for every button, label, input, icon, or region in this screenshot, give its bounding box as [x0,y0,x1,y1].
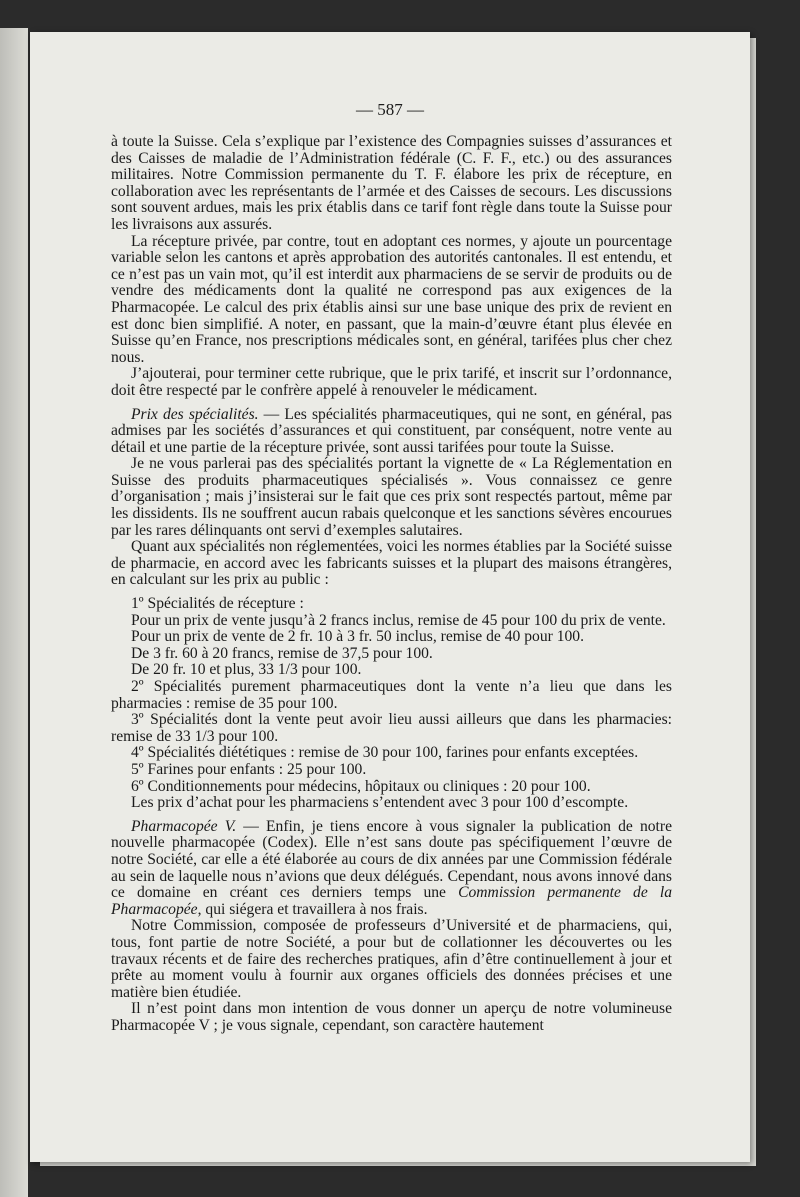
paragraph-2: La récepture privée, par contre, tout en adoptant ces normes, y ajoute un pourcentage variable selon les cantons et après approbation des autorités cantonales. Il est entendu, et ce n’est pas un vain mot, qu’il est interdit aux pharmaciens de se servir de produits ou de vendre des médicaments dont la qualité ne correspond pas aux exigences de la Pharmacopée. Le calcul des prix établis ainsi sur une base unique des prix de revient en est donc bien simplifié. A noter, en passant, que la main-d’œuvre étant plus élevée en Suisse qu’en France, nos prescriptions médicales sont, en général, tarifées plus cher chez nous. [111,232,672,366]
paragraph-5: Je ne vous parlerai pas des spécialités portant la vignette de « La Réglementation en Suisse des produits pharmaceutiques spécialisés ». Vous connaissez ce genre d’organisation ; mais j’insisterai sur le fait que ces prix sont respectés partout, même par les dissidents. Ils ne souffrent aucun rabais quelconque et les sanctions sévères encourues par les rares délinquants ont servi d’exemples salutaires. [111,455,672,539]
list-item-1d: De 20 fr. 10 et plus, 33 1/3 pour 100. [131,661,362,679]
paragraph-prix-specialites: Prix des spécialités. — Les spécialités pharmaceutiques, qui ne sont, en général, pas admises par les sociétés d’assurances et qui constituent, par conséquent, notre vente au détail et une partie de la récepture privée, sont aussi tarifées pour toute la Suisse. [111,405,672,456]
list-item-6: 6º Conditionnements pour médecins, hôpitaux ou cliniques : 20 pour 100. [131,777,591,795]
list-item-escompte: Les prix d’achat pour les pharmaciens s’entendent avec 3 pour 100 d’escompte. [131,794,629,812]
paragraph-pharmacopee: Pharmacopée V. — Enfin, je tiens encore à vous signaler la publication de notre nouvelle pharmacopée (Codex). Elle n’est sans doute pas spécifiquement l’œuvre de notre Société, car elle a été élaborée au cours de dix années par une Commission fédérale au sein de laquelle nous n’avions que deux délégués. Cependant, nous avons innové dans ce domaine en créant ces derniers temps une Commission permanente de la Pharmacopée, qui siégera et travaillera à nos frais. [111,817,672,918]
section-heading-pharmacopee: Pharmacopée V. [131,817,237,835]
paragraph-1: à toute la Suisse. Cela s’explique par l’existence des Compagnies suisses d’assurances et des Caisses de maladie de l’Administration fédérale (C. F. F., etc.) ou des assurances militaires. Notre Commission permanente du T. F. élabore les prix de récepture, en collaboration avec les représentants de l’armée et des Caisses de secours. Les discussions sont souvent ardues, mais les prix établis dans ce tarif font règle dans toute la Suisse pour les livraisons aux assurés. [111,133,672,233]
body-text [111,134,672,1034]
facing-page-edge [0,28,28,1197]
list-item-1b: Pour un prix de vente de 2 fr. 10 à 3 fr. 50 inclus, remise de 40 pour 100. [131,628,584,646]
list-item-1: 1º Spécialités de récepture : [131,595,304,613]
list-item-3: 3º Spécialités dont la vente peut avoir lieu aussi ailleurs que dans les pharmacies: remise de 33 1/3 pour 100. [111,711,672,745]
list-item-1a: Pour un prix de vente jusqu’à 2 francs inclus, remise de 45 pour 100 du prix de vente. [131,611,666,629]
list-item-1c: De 3 fr. 60 à 20 francs, remise de 37,5 pour 100. [131,644,433,662]
paragraph-commission: Notre Commission, composée de professeurs d’Université et de pharmaciens, qui, tous, font partie de notre Société, a pour but de collationner les découvertes ou les travaux récents et de faire des recherches pratiques, afin d’être continuellement à jour et prête au moment voulu à fournir aux organes officiels des données précises et une matière bien étudiée. [111,917,672,1001]
page-number: — 587 — [356,100,424,119]
list-item-2: 2º Spécialités purement pharmaceutiques dont la vente n’a lieu que dans les pharmacies : remise de 35 pour 100. [111,678,672,712]
paragraph-3: J’ajouterai, pour terminer cette rubrique, que le prix tarifé, et inscrit sur l’ordonnance, doit être respecté par le confrère appelé à renouveler le médicament. [111,365,672,399]
paragraph-6: Quant aux spécialités non réglementées, voici les normes établies par la Société suisse de pharmacie, en accord avec les fabricants suisses et la plupart des maisons étrangères, en calculant sur les prix au public : [111,538,672,589]
list-item-4: 4º Spécialités diététiques : remise de 30 pour 100, farines pour enfants exceptées. [131,744,639,762]
list-item-5: 5º Farines pour enfants : 25 pour 100. [131,760,367,778]
paragraph-final: Il n’est point dans mon intention de vous donner un aperçu de notre volumineuse Pharmacopée V ; je vous signale, cependant, son caractère hautement [111,1000,672,1034]
document-page [30,32,750,1162]
section-heading-prix-specialites: Prix des spécialités. [131,405,259,423]
